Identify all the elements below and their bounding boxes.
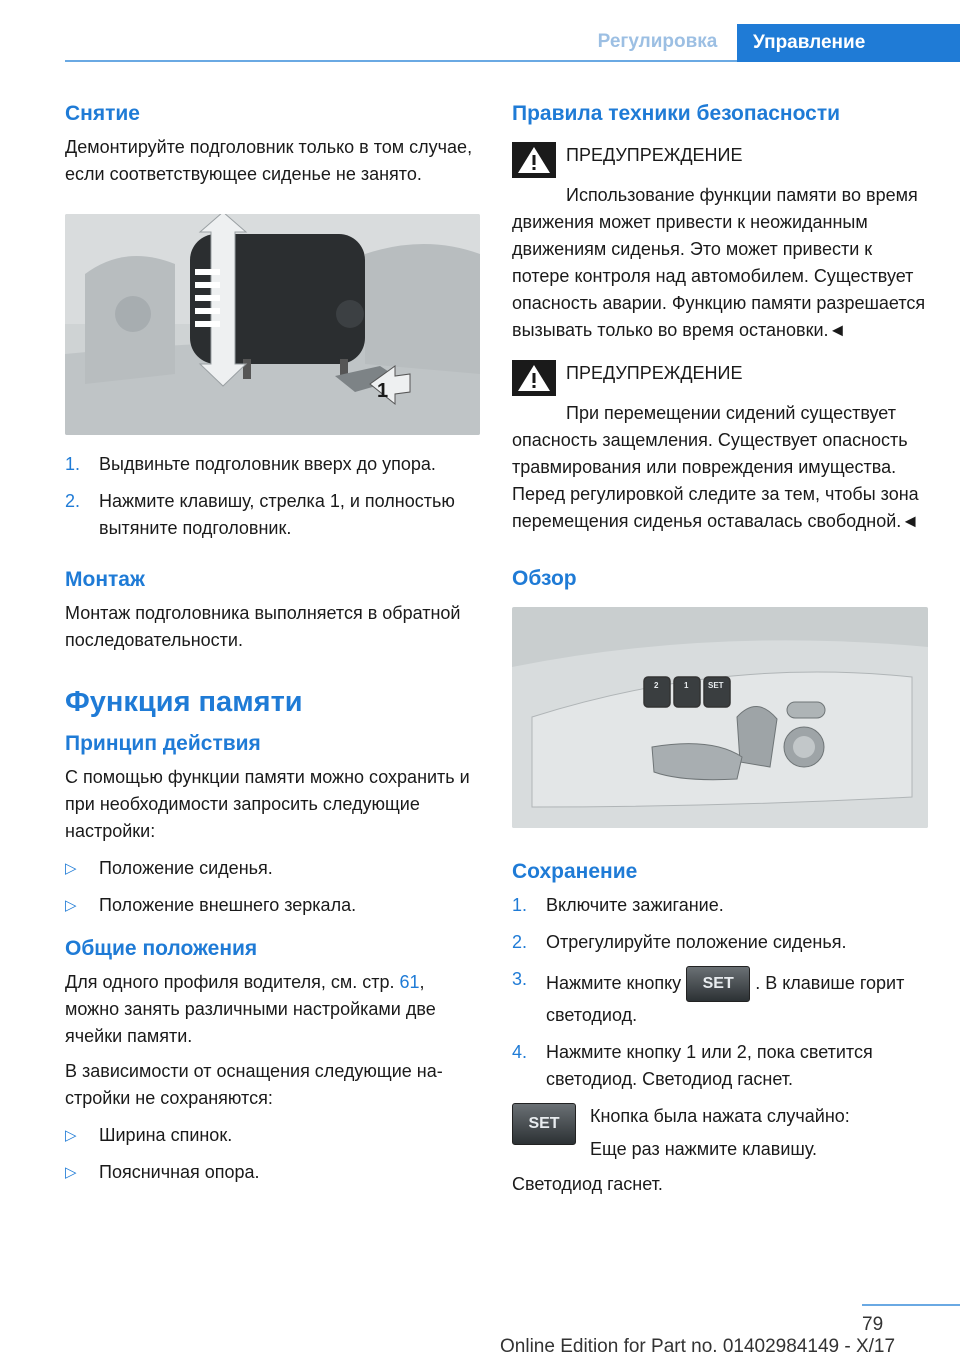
list-item: 2. Отрегулируйте положение сиденья. (512, 932, 847, 952)
warning-label: ПРЕДУПРЕЖДЕНИЕ (566, 363, 743, 383)
warning-triangle-icon (512, 360, 556, 396)
general-text-2: В зависимости от оснащения следующие настройки не сохраняются: (65, 1061, 443, 1108)
set-button-icon: SET (512, 1103, 576, 1145)
left-column (65, 100, 480, 1196)
warning-text-2: При перемещении сидений существует опасность защемления. Существует опасность травмирования или повреждения имущества. Перед регулировкой следите за тем, чтобы зона перемещения сиденья оставалась свободной.◄ (512, 403, 920, 531)
list-item: ▷ Положение внешнего зеркала. (65, 892, 480, 919)
general-heading: Общие положения (65, 937, 258, 960)
right-column (512, 100, 930, 1198)
general-list (65, 1122, 480, 1186)
list-item: ▷ Ширина спинок. (65, 1122, 480, 1149)
seat-button-label: SET (708, 681, 724, 690)
mount-heading: Монтаж (65, 568, 145, 591)
list-item: ▷ Поясничная опора. (65, 1159, 480, 1186)
accidental-note (512, 1103, 930, 1163)
seat-button-label: 1 (684, 681, 689, 690)
bullet-triangle-icon: ▷ (65, 1127, 77, 1144)
principle-list (65, 855, 480, 919)
removal-text: Демонтируйте подголовник только в том случае, если соответствующее сиденье не занято. (65, 137, 473, 184)
bullet-triangle-icon: ▷ (65, 1164, 77, 1181)
list-item: 4. Нажмите кнопку 1 или 2, пока светится светодиод. Светодиод гаснет. (512, 1042, 873, 1089)
seat-button-label: 2 (654, 681, 659, 690)
principle-heading: Принцип действия (65, 732, 261, 755)
save-steps (512, 892, 930, 1093)
header-tab-adjustment[interactable]: Регулировка (597, 31, 718, 52)
removal-heading: Снятие (65, 102, 140, 125)
page-link[interactable]: 61 (399, 972, 420, 992)
list-item: 3. Нажмите кнопку SET . В клавише горит светодиод. (512, 966, 930, 1029)
principle-text: С помощью функции памяти можно сохранить и при необходимости запросить следующие настройки: (65, 767, 470, 841)
mount-text: Монтаж подголовника выполняется в обратной последовательности. (65, 603, 461, 650)
accidental-text-2: Еще раз нажмите клавишу. (590, 1139, 818, 1159)
warning-text-1: Использование функции памяти во время движения может привести к неожиданным движениям сиденья. Это может привести к потере контроля над автомобилем. Существует опасность аварии. Функцию памяти разрешается вызывать только во время остановки.◄ (512, 185, 926, 340)
led-off-text: Светодиод гаснет. (512, 1174, 663, 1194)
general-text: Для одного профиля водителя, см. стр. 61, можно занять различными настройками две ячейки памяти. (65, 972, 436, 1046)
safety-heading: Правила техники безопасности (512, 102, 841, 125)
warning-triangle-icon (512, 142, 556, 178)
seat-controls-illustration (512, 607, 928, 828)
accidental-text: Кнопка была нажата случайно: (590, 1106, 850, 1126)
arrow-callout-label: 1 (377, 380, 389, 402)
list-item: ▷ Положение сиденья. (65, 855, 480, 882)
save-heading: Сохранение (512, 860, 638, 883)
removal-steps (65, 451, 480, 542)
memory-heading: Функция памяти (65, 686, 303, 718)
page-number: 79 (862, 1314, 884, 1335)
bullet-triangle-icon: ▷ (65, 860, 77, 877)
list-item: 2. Нажмите клавишу, стрелка 1, и полностью вытяните подголовник. (65, 491, 455, 538)
overview-heading: Обзор (512, 567, 577, 590)
warning-block-2 (512, 360, 930, 396)
headrest-illustration (65, 214, 480, 435)
warning-label: ПРЕДУПРЕЖДЕНИЕ (566, 145, 743, 165)
header-tab-controls[interactable]: Управление (737, 24, 960, 62)
edition-footer: Online Edition for Part no. 01402984149 - X/17 (500, 1336, 896, 1357)
footer-rule (862, 1304, 960, 1306)
set-button-icon: SET (686, 966, 750, 1002)
list-item: 1. Включите зажигание. (512, 895, 724, 915)
warning-block-1 (512, 142, 930, 178)
list-item: 1. Выдвиньте подголовник вверх до упора. (65, 454, 436, 474)
bullet-triangle-icon: ▷ (65, 897, 77, 914)
